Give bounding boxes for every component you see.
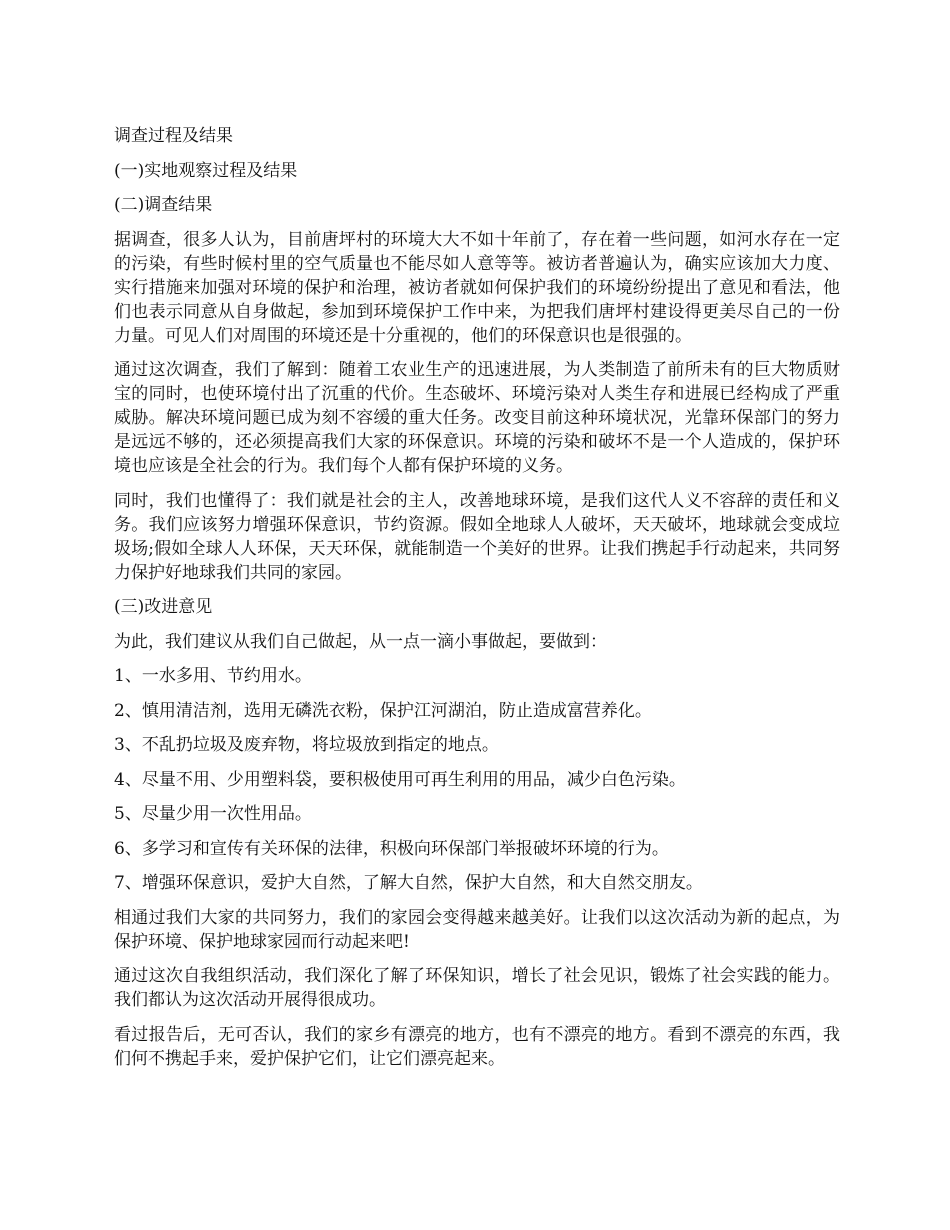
paragraph-findings: 通过这次调查，我们了解到：随着工农业生产的迅速进展，为人类制造了前所未有的巨大物质财宝的同时，也使环境付出了沉重的代价。生态破坏、环境污染对人类生存和进展已经构成了严重威胁。解决环境问题已成为刻不容缓的重大任务。改变目前这种环境状况，光靠环保部门的努力是远远不够的，还必须提高我们大家的环保意识。环境的污染和破坏不是一个人造成的，保护环境也应该是全社会的行为。我们每个人都有保护环境的义务。	[114, 360, 840, 476]
paragraph-survey-results: 据调查，很多人认为，目前唐坪村的环境大大不如十年前了，存在着一些问题，如河水存在一定的污染，有些时候村里的空气质量也不能尽如人意等等。被访者普遍认为，确实应该加大力度、实行措施来加强对环境的保护和治理，被访者就如何保护我们的环境纷纷提出了意见和看法，他们也表示同意从自身做起，参加到环境保护工作中来，为把我们唐坪村建设得更美尽自己的一份力量。可见人们对周围的环境还是十分重视的，他们的环保意识也是很强的。	[114, 229, 840, 346]
paragraph-activity-summary: 通过这次自我组织活动，我们深化了解了环保知识，增长了社会见识，锻炼了社会实践的能力。我们都认为这次活动开展得很成功。	[114, 966, 840, 1010]
list-item: 4、尽量不用、少用塑料袋，要积极使用可再生利用的用品，减少白色污染。	[114, 769, 686, 790]
list-item: 3、不乱扔垃圾及废弃物，将垃圾放到指定的地点。	[114, 735, 499, 755]
document-page	[114, 124, 840, 1081]
list-item: 2、慎用清洁剂，选用无磷洗衣粉，保护江河湖泊，防止造成富营养化。	[114, 700, 652, 721]
section-heading-2: (二)调查结果	[114, 195, 213, 215]
list-item: 6、多学习和宣传有关环保的法律，积极向环保部门举报破坏环境的行为。	[114, 838, 669, 859]
list-item: 5、尽量少用一次性用品。	[114, 804, 312, 824]
list-item: 7、增强环保意识，爱护大自然，了解大自然，保护大自然，和大自然交朋友。	[114, 873, 703, 893]
paragraph-closing: 看过报告后，无可否认，我们的家乡有漂亮的地方，也有不漂亮的地方。看到不漂亮的东西，我们何不携起手来，爱护保护它们，让它们漂亮起来。	[114, 1024, 840, 1069]
section-heading-3: (三)改进意见	[114, 597, 213, 617]
list-item: 1、一水多用、节约用水。	[114, 666, 312, 686]
section-heading-1: (一)实地观察过程及结果	[114, 160, 298, 181]
paragraph-understanding: 同时，我们也懂得了：我们就是社会的主人，改善地球环境，是我们这代人义不容辞的责任和义务。我们应该努力增强环保意识，节约资源。假如全地球人人破坏，天天破坏，地球就会变成垃圾场;假如全球人人环保，天天环保，就能制造一个美好的世界。让我们携起手行动起来，共同努力保护好地球我们共同的家园。	[114, 490, 840, 583]
document-title: 调查过程及结果	[114, 126, 233, 146]
paragraph-suggestions-intro: 为此，我们建议从我们自己做起，从一点一滴小事做起，要做到：	[114, 631, 607, 652]
paragraph-conclusion: 相通过我们大家的共同努力，我们的家园会变得越来越美好。让我们以这次活动为新的起点，为保护环境、保护地球家园而行动起来吧!	[114, 907, 840, 952]
